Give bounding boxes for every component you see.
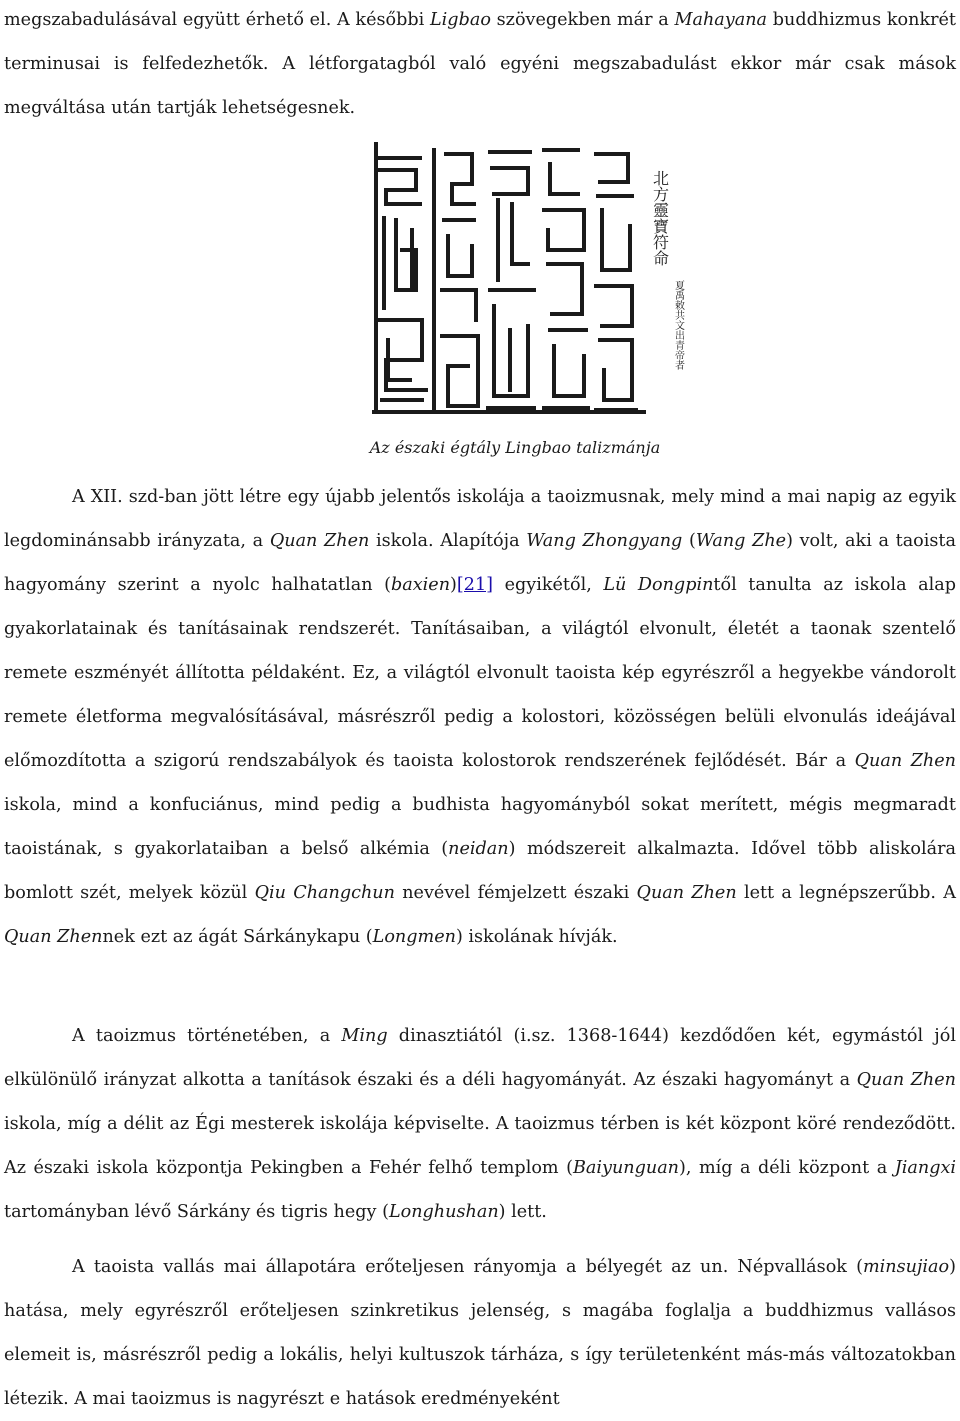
text-run: tartományban lévő Sárkány és tigris hegy (	[4, 1202, 389, 1222]
talisman-title-text: 北方靈寶符命	[650, 170, 670, 266]
text-run: iskola. Alapítója	[369, 531, 527, 551]
term-quan-zhen: Quan Zhen	[636, 883, 737, 903]
term-mahayana: Mahayana	[674, 10, 768, 30]
text-run: nevével fémjelzett északi	[394, 883, 637, 903]
talisman-figure	[372, 140, 684, 420]
text-run: ) módszereit alkalmazta. Idővel több aliskolára bomlott szét, melyek közül	[4, 839, 956, 903]
text-run: ), míg a déli központ a	[679, 1158, 895, 1178]
term-quan-zhen: Quan Zhen	[269, 531, 370, 551]
paragraph-ming	[4, 1014, 956, 1234]
footnote-link-21[interactable]: [21]	[456, 575, 494, 595]
term-baiyunguan: Baiyunguan	[572, 1158, 680, 1178]
text-run: szövegekben már a	[490, 10, 675, 30]
text-run: (	[682, 531, 696, 551]
talisman-note-text: 夏禹敕共文出青帝者	[672, 280, 684, 370]
text-run: buddhizmus konkrét terminusai is felfedezhetők. A létforgatagból való egyéni megszabadulást ekkor már csak mások megváltása után tartják lehetségesnek.	[4, 10, 956, 118]
talisman-seal-image	[372, 140, 684, 420]
term-baxien: baxien	[391, 575, 451, 595]
term-quan-zhen: Quan Zhen	[854, 751, 957, 771]
paragraph-intro	[4, 0, 956, 130]
text-run: ) lett.	[498, 1202, 547, 1222]
term-minsujiao: minsujiao	[862, 1257, 950, 1277]
text-run: A taoizmus történetében, a	[72, 1026, 342, 1046]
term-lu-dongpin: Lü Dongpin	[603, 575, 714, 595]
term-ligbao: Ligbao	[430, 10, 491, 30]
term-quan-zhen: Quan Zhen	[4, 927, 103, 947]
term-quan-zhen: Quan Zhen	[856, 1070, 956, 1090]
paragraph-quan-zhen	[4, 475, 956, 959]
text-run: iskola, mind a konfuciánus, mind pedig a budhista hagyományból sokat merített, mégis megmaradt taoistának, s gyakorlataiban a belső alkémia (	[4, 795, 956, 859]
text-run: től tanulta az iskola alap gyakorlatainak és tanításainak rendszerét. Tanításaiban, a világtól elvonult, életét a taonak szentelő remete eszményét állította példaként. Ez, a világtól elvonult taoista kép egyrészről a hegyekbe vándorolt remete életforma megvalósításával, másrészről pedig a kolostori, közösségen belüli elvonulás ideájával előmozdította a szigorú rendszabályok és taoista kolostorok rendszerének fejlődését. Bár a	[4, 575, 956, 771]
term-wang-zhongyang: Wang Zhongyang	[526, 531, 683, 551]
text-run: dinasztiától (i.sz. 1368-1644) kezdődően két, egymástól jól elkülönülő irányzat alkotta a tanítások északi és a déli hagyományát. Az északi hagyományt a	[4, 1026, 956, 1090]
text-run: ) iskolának hívják.	[455, 927, 618, 947]
text-run: iskola, míg a délit az Égi mesterek iskolája képviselte. A taoizmus térben is két központ köré rendeződött. Az északi iskola központja Pekingben a Fehér felhő templom (	[4, 1114, 956, 1178]
term-jiangxi: Jiangxi	[894, 1158, 956, 1178]
term-wang-zhe: Wang Zhe	[695, 531, 787, 551]
term-qiu-changchun: Qiu Changchun	[254, 883, 395, 903]
paragraph-folk-religion	[4, 1245, 956, 1421]
text-run: ) volt, aki a taoista hagyomány szerint a nyolc halhatatlan (	[4, 531, 956, 595]
term-neidan: neidan	[448, 839, 509, 859]
term-longhushan: Longhushan	[388, 1202, 499, 1222]
text-run: )	[450, 575, 457, 595]
text-run: A taoista vallás mai állapotára erőteljesen rányomja a bélyegét az un. Népvallások (	[72, 1257, 863, 1277]
text-run: megszabadulásával együtt érhető el. A későbbi	[4, 10, 430, 30]
text-run: ) hatása, mely egyrészről erőteljesen szinkretikus jelenség, s magába foglalja a buddhizmus vallásos elemeit is, másrészről pedig a lokális, helyi kultuszok tárháza, s így területenként más-más változatokban létezik. A mai taoizmus is nagyrészt e hatások eredményeként	[4, 1257, 956, 1409]
text-run: lett a legnépszerűbb. A	[736, 883, 957, 903]
term-ming: Ming	[341, 1026, 388, 1046]
term-longmen: Longmen	[372, 927, 456, 947]
text-run: egyikétől,	[493, 575, 604, 595]
figure-caption: Az északi égtály Lingbao talizmánja	[369, 438, 661, 457]
text-run: nek ezt az ágát Sárkánykapu (	[102, 927, 373, 947]
text-run: A XII. szd-ban jött létre egy újabb jelentős iskolája a taoizmusnak, mely mind a mai napig az egyik legdominánsabb irányzata, a	[4, 487, 956, 551]
